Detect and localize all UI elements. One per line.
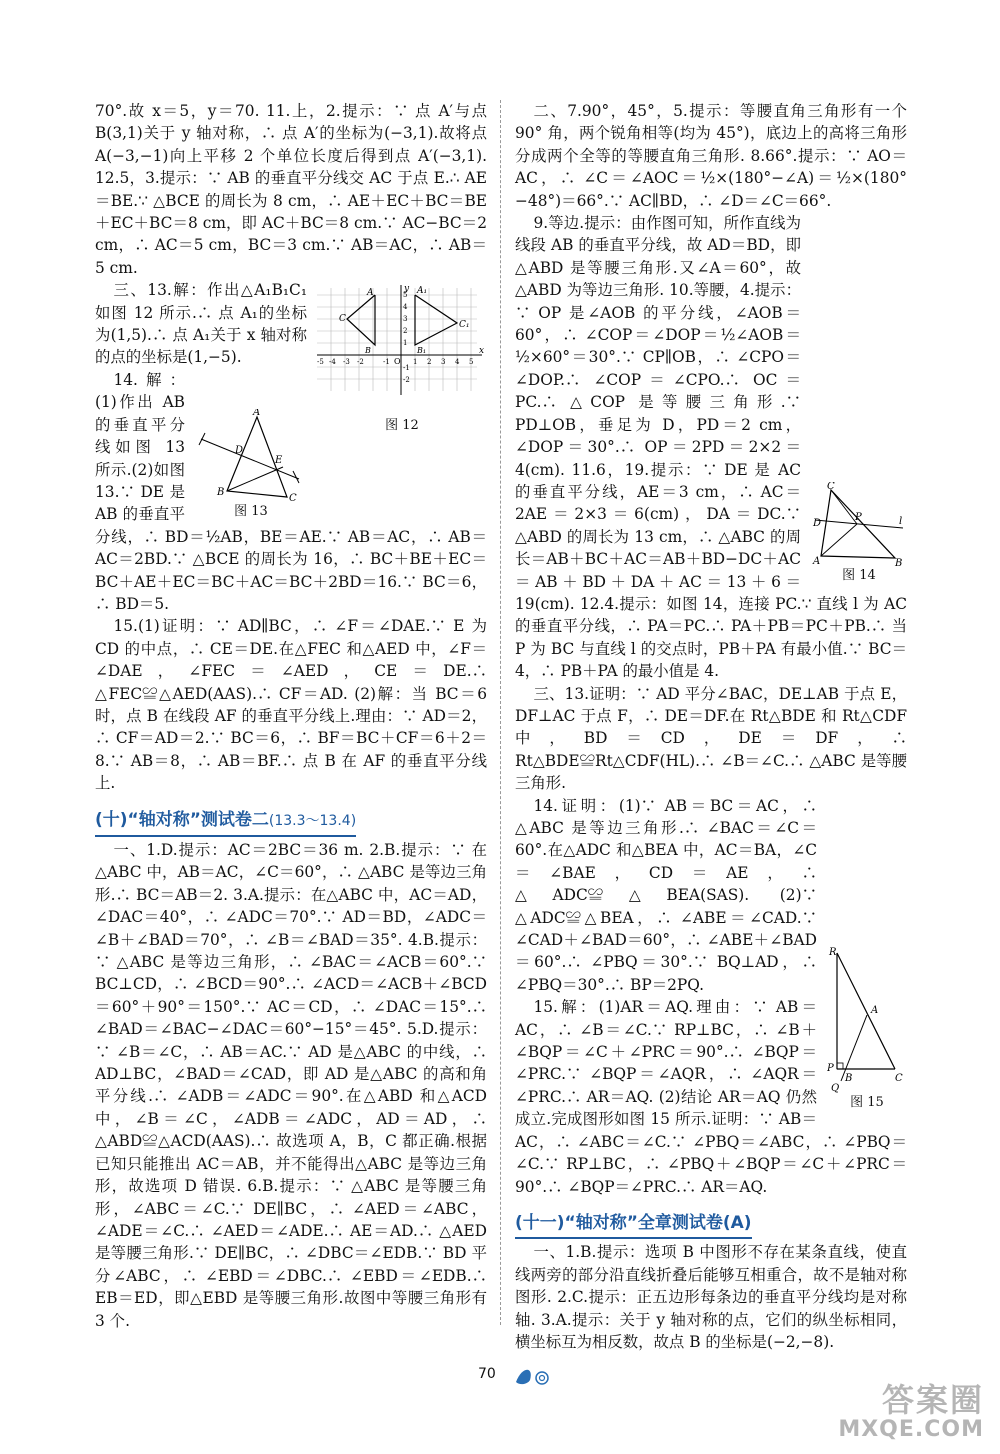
page-number: 70 (478, 1366, 496, 1382)
triangle-diagram (195, 409, 307, 504)
section-title-text: (十一)“轴对称”全章测试卷(A) (515, 1212, 752, 1233)
svg-text:3: 3 (403, 315, 408, 324)
svg-text:A: A (367, 288, 374, 299)
svg-text:A: A (253, 408, 261, 418)
figure-13 (195, 409, 307, 520)
svg-text:Q: Q (831, 1082, 840, 1094)
x-axis-label: x (479, 346, 485, 357)
answer-paragraph: 14.解：(1)作出 AB 的垂直平分线如图 13 所示.(2)如图 13.∵ DE 是 AB 的垂直平分线，∴ BD＝½AB，BE＝AE.∵ AB＝AC，∴ AB＝AC＝2BD.∵ △BCE 的周长为 16，∴ BC＋BE＋EC＝BC＋AE＋EC＝BC＋AC＝BC＋2BD＝16.∵ BC＝6，∴ BD＝5. (95, 370, 487, 613)
answer-paragraph: 70°.故 x＝5，y＝70. 11.上，2.提示：∵ 点 A′与点 B(3,1)关于 y 轴对称，∴ 点 A′的坐标为(−3,1).故将点 A(−3,−1)向上平移 2 个单位长度后得到点 A′(−3,1). 12.5，3.提示：∵ AB 的垂直平分线交 AC 于点 E.∴ AE＝BE.∵ △BCE 的周长为 8 cm，∴ AE＋EC＋BC＝BE＋EC＋BC＝8 cm，即 AC＋BC＝8 cm.∵ AC−BC＝2 cm，∴ AC＝5 cm，BC＝3 cm.∵ AB＝AC，∴ AB＝5 cm. (95, 102, 487, 277)
answer-paragraph: 9.等边.提示：由作图可知，所作直线为线段 AB 的垂直平分线，故 AD＝BD，即△ABD 是等腰三角形.又∠A＝60°，故△ABD 为等边三角形. 10.等腰，4.提示：∵ OP 是∠AOB 的平分线，∠AOB＝60°，∴ ∠COP＝∠DOP＝½∠AOB＝½×60°＝30°.∵ CP∥OB，∴ ∠CPO＝∠DOP.∴ ∠COP＝∠CPO.∴ OC＝PC.∴ △COP 是等腰三角形.∵ PD⊥OB，垂足为 D，PD＝2 cm，∠DOP＝30°.∴ OP＝2PD＝2×2＝4(cm). 11.6，19.提示：∵ DE 是 AC 的垂直平分线，AE＝3 cm，∴ AC＝2AE＝2×3＝6(cm)，DA＝DC.∵ △ABD 的周长为 13 cm，∴ △ABC 的周长＝AB＋BC＋AC＝AB＋BD−DC＋AC＝AB＋BD＋DA＋AC＝13＋6＝19(cm). 12.4.提示：如图 14，连接 PC.∵ 直线 l 为 AC 的垂直平分线，∴ PA＝PC.∴ PA＋PB＝PC＋PB.∴ 当 P 为 BC 与直线 l 的交点时，PB＋PA 有最小值.∵ BC＝4，∴ PB＋PA 的最小值是 4. (515, 214, 907, 681)
svg-text:5: 5 (403, 291, 408, 300)
svg-text:-1: -1 (403, 364, 410, 373)
svg-text:-3: -3 (343, 358, 350, 367)
svg-text:C: C (895, 1072, 903, 1084)
section-range: (13.3～13.4) (268, 812, 357, 829)
svg-text:B: B (895, 558, 903, 569)
svg-text:-2: -2 (357, 358, 364, 367)
column-divider (500, 100, 501, 1325)
svg-text:P: P (827, 1062, 834, 1074)
svg-text:3: 3 (441, 358, 446, 367)
answer-paragraph: 二、7.90°，45°，5.提示：等腰直角三角形有一个 90° 角，两个锐角相等(均为 45°)，底边上的高将三角形分成两个全等的等腰直角三角形. 8.66°.提示：∵ AO＝AC，∴ ∠C＝∠AOC＝½×(180°−∠A)＝½×(180°−48°)＝66°.∵ AC∥BD，∴ ∠D＝∠C＝66°. (515, 102, 907, 210)
right-column (515, 100, 907, 1353)
svg-text:l: l (899, 516, 903, 528)
answer-paragraph: 三、13.证明：∵ AD 平分∠BAC，DE⊥AB 于点 E，DF⊥AC 于点 F，∴ DE＝DF.在 Rt△BDE 和 Rt△CDF 中，BD＝CD，DE＝DF，∴ Rt△BDE≌Rt△CDF(HL).∴ ∠B＝∠C.∴ △ABC 是等腰三角形. (515, 684, 907, 793)
answer-paragraph: 15.(1)证明：∵ AD∥BC，∴ ∠F＝∠DAE.∵ E 为 CD 的中点，∴ CE＝DE.在△FEC 和△AED 中，∠F＝∠DAE，∠FEC＝∠AED，CE＝DE.∴ △FEC≌△AED(AAS).∴ CF＝AD. (2)解：当 BC＝6 时，点 B 在线段 AF 的垂直平分线上.理由：∵ AD＝2，∴ CF＝AD＝2.∵ BC＝6，∴ BF＝BC＋CF＝6＋2＝8.∵ AB＝8，∴ AB＝BF.∴ 点 B 在 AF 的垂直平分线上. (95, 617, 487, 793)
leaf-ornament-icon (512, 1362, 556, 1388)
watermark-title: 答案圈 (881, 1381, 984, 1419)
svg-text:A: A (813, 556, 821, 568)
svg-text:1: 1 (413, 358, 418, 367)
svg-text:1: 1 (403, 339, 408, 348)
figure-12 (317, 283, 487, 434)
svg-text:B: B (845, 1072, 853, 1084)
svg-text:B: B (217, 486, 225, 498)
answer-paragraph: 一、1.D.提示：AC＝2BC＝36 m. 2.B.提示：∵ 在△ABC 中，AB＝AC，∠C＝60°，∴ △ABC 是等边三角形.∴ BC＝AB＝2. 3.A.提示：在△ABC 中，AC＝AD，∠DAC＝40°，∴ ∠ADC＝70°.∵ AD＝BD，∠ADC＝∠B＋∠BAD＝70°，∴ ∠B＝∠BAD＝35°. 4.B.提示：∵ △ABC 是等边三角形，∴ ∠BAC＝∠ACB＝60°.∵ BC⊥CD，∴ ∠BCD＝90°.∴ ∠ACD＝∠ACB＋∠BCD＝60°＋90°＝150°.∵ AC＝CD，∴ ∠DAC＝15°.∴ ∠BAD＝∠BAC−∠DAC＝60°−15°＝45°. 5.D.提示：∵ ∠B＝∠C，∴ AB＝AC.∵ AD 是△ABC 的中线，∴ AD⊥BC，∠BAD＝∠CAD，即 AD 是△ABC 的高和角平分线.∴ ∠ADB＝∠ADC＝90°.在△ABD 和△ACD 中，∠B＝∠C，∠ADB＝∠ADC，AD＝AD，∴ △ABD≌△ACD(AAS).∴ 故选项 A，B，C 都正确.根据已知只能推出 AC＝AB，并不能得出△ABC 是等边三角形，故选项 D 错误. 6.B.提示：∵ △ABC 是等腰三角形，∠ABC＝∠C.∵ DE∥BC，∴ ∠AED＝∠ABC，∠ADE＝∠C.∴ ∠AED＝∠ADE.∴ AE＝AD.∴ △AED 是等腰三角形.∵ DE∥BC，∴ ∠DBC＝∠EDB.∵ BD 平分∠ABC，∴ ∠EBD＝∠DBC.∴ ∠EBD＝∠EDB.∴ EB＝ED，即△EBD 是等腰三角形.故图中等腰三角形有 3 个. (95, 841, 487, 1330)
answer-paragraph: 14.证明：(1)∵ AB＝BC＝AC，∴ △ABC 是等边三角形.∴ ∠BAC＝∠C＝60°.在△ADC 和△BEA 中，AC＝BA，∠C＝∠BAE，CD＝AE，∴ △ADC≌△BEA(SAS). (2)∵ △ADC≌△BEA，∴ ∠ABE＝∠CAD.∵ ∠CAD＋∠BAD＝60°，∴ ∠ABE＋∠BAD＝60°.∴ ∠PBQ＝30°.∵ BQ⊥AD，∴ ∠PBQ＝30°.∴ BP＝2PQ. (515, 796, 817, 994)
figure-caption: 图 12 (385, 418, 419, 434)
svg-text:P: P (855, 512, 862, 524)
triangle-diagram (827, 945, 907, 1095)
svg-text:C: C (827, 482, 835, 493)
svg-text:-5: -5 (317, 358, 324, 367)
origin-label: O (394, 357, 401, 367)
svg-text:4: 4 (455, 358, 460, 367)
figure-caption: 图 14 (842, 568, 876, 584)
watermark-logo (838, 1382, 984, 1442)
svg-text:-4: -4 (329, 358, 336, 367)
svg-text:2: 2 (403, 327, 408, 336)
figure-caption: 图 15 (850, 1094, 884, 1110)
svg-text:D: D (235, 444, 244, 456)
answer-paragraph: 15.解：(1)AR＝AQ.理由：∵ AB＝AC，∴ ∠B＝∠C.∵ RP⊥BC，∴ ∠B＋∠BQP＝∠C＋∠PRC＝90°.∴ ∠BQP＝∠PRC.∵ ∠BQP＝∠AQR，∴ ∠AQR＝∠PRC.∴ AR＝AQ. (2)结论 AR＝AQ 仍然成立.完成图形如图 15 所示.证明：∵ AB＝AC，∴ ∠ABC＝∠C.∵ ∠PBQ＝∠ABC，∴ ∠PBQ＝∠C.∵ RP⊥BC，∴ ∠PBQ＋∠BQP＝∠C＋∠PRC＝90°.∴ ∠BQP＝∠PRC.∴ AR＝AQ. (515, 998, 907, 1196)
triangle-diagram (811, 482, 907, 568)
section-title (515, 1212, 752, 1239)
coordinate-grid-diagram (317, 283, 487, 418)
svg-text:A₁: A₁ (417, 286, 428, 297)
svg-text:A: A (871, 1004, 879, 1016)
left-column (95, 100, 487, 1332)
figure-14 (811, 482, 907, 584)
figure-caption: 图 13 (234, 503, 268, 519)
section-title (95, 809, 356, 837)
svg-text:B₁: B₁ (417, 346, 427, 356)
svg-text:C: C (339, 314, 346, 325)
svg-text:5: 5 (469, 358, 474, 367)
svg-text:B: B (365, 346, 371, 356)
svg-text:D: D (813, 518, 822, 530)
svg-text:C: C (289, 492, 297, 504)
svg-text:-2: -2 (403, 376, 410, 385)
svg-text:2: 2 (427, 358, 432, 367)
svg-text:4: 4 (403, 303, 408, 312)
section-title-text: (十)“轴对称”测试卷二 (95, 809, 269, 830)
svg-text:E: E (275, 454, 283, 466)
figure-15 (827, 945, 907, 1111)
svg-text:R: R (829, 946, 837, 958)
svg-text:-1: -1 (383, 358, 390, 367)
answer-paragraph: 三、13.解：作出△A₁B₁C₁如图 12 所示.∴ 点 A₁的坐标为(1,5).∴ 点 A₁关于 x 轴对称的点的坐标是(1,−5). (95, 281, 307, 367)
watermark-url: MXQE.COM (838, 1417, 984, 1442)
answer-paragraph: 一、1.B.提示：选项 B 中图形不存在某条直线，使直线两旁的部分沿直线折叠后能够互相重合，故不是轴对称图形. 2.C.提示：正五边形每条边的垂直平分线均是对称轴. 3.A.提示：关于 y 轴对称的点，它们的纵坐标相同，横坐标互为相反数，故点 B 的坐标是(−2,−8). (515, 1243, 907, 1351)
svg-text:C₁: C₁ (459, 320, 470, 331)
y-axis-label: y (404, 284, 410, 295)
